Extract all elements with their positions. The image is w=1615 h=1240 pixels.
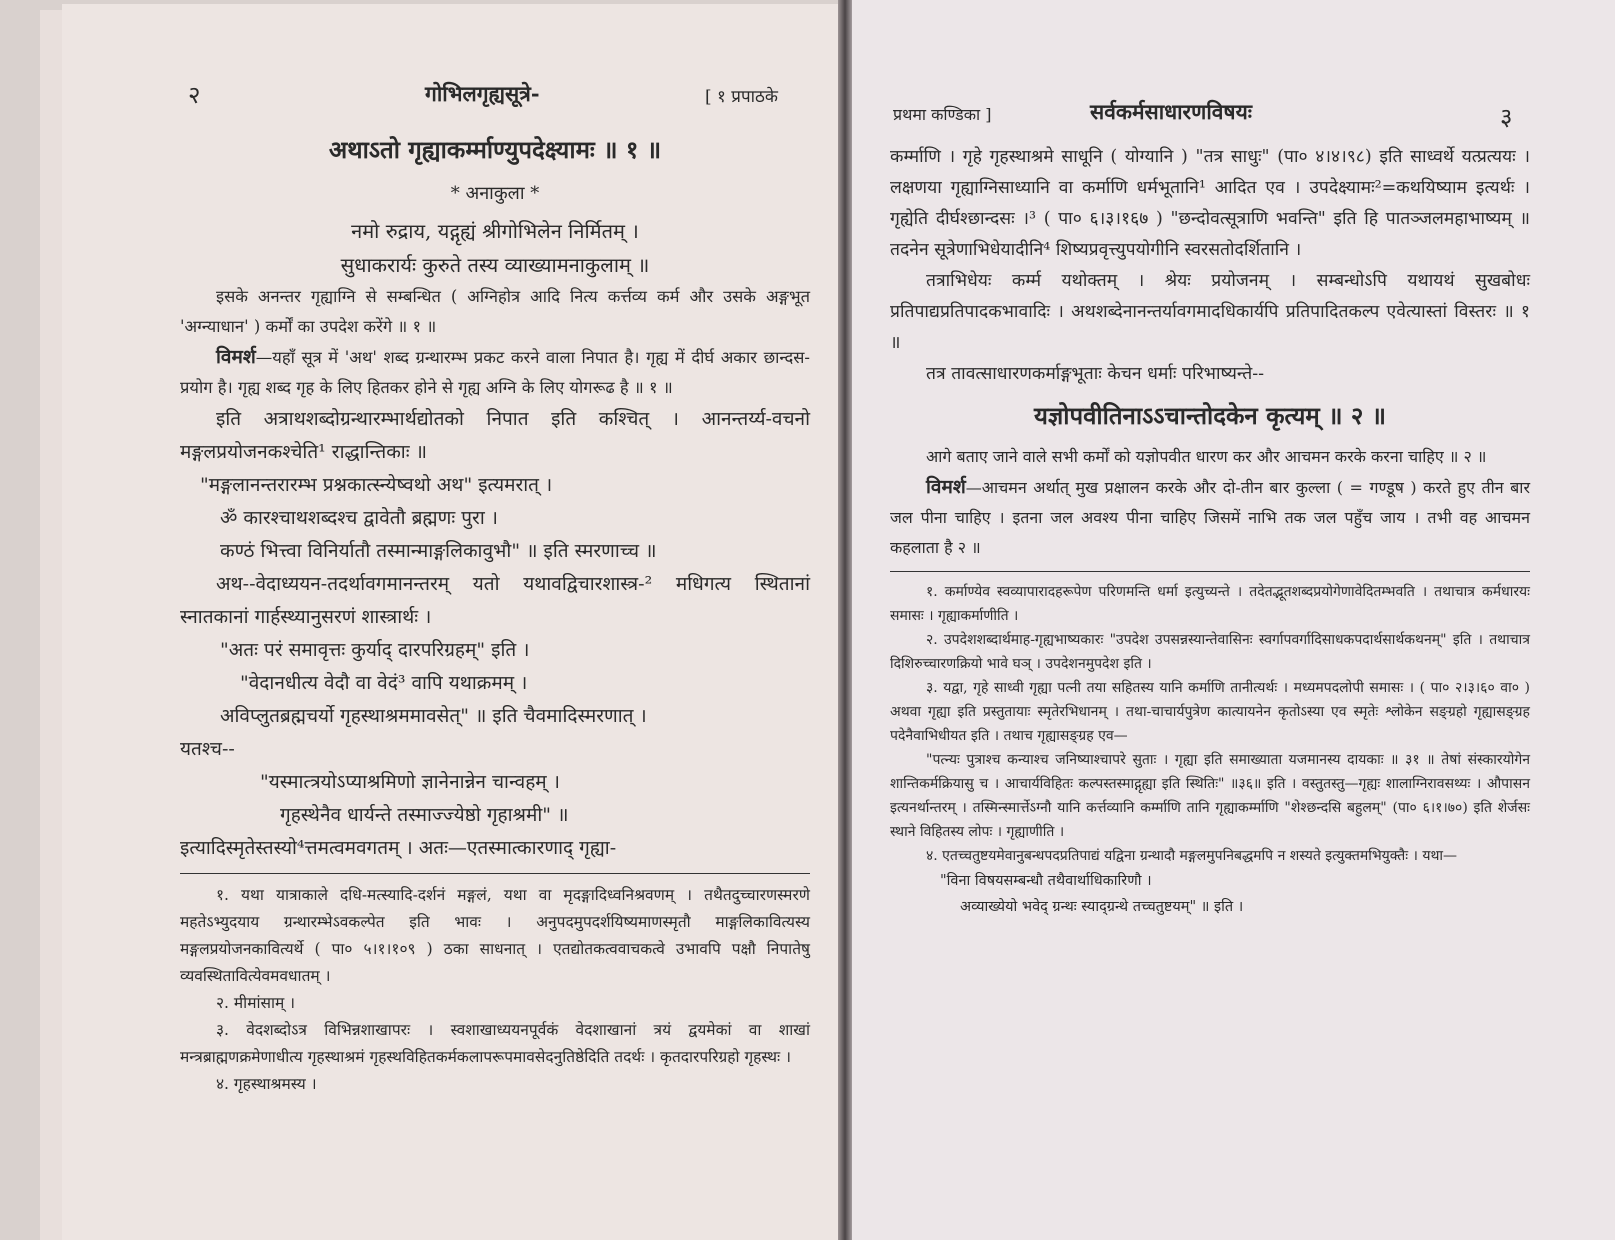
commentary-title: * अनाकुला *: [450, 183, 540, 204]
footnote: "पत्न्यः पुत्राश्च कन्याश्च जनिष्याश्चापरे सुताः । गृह्या इति समाख्याता यजमानस्य दायकाः ॥ ३१ ॥ तेषां संस्कारयोगेन शान्तिकर्मक्रियासु च । आचार्यविहितः कल्पस्तस्माद्गृह्या इति स्थितिः" ॥३६॥ इति । वस्तुतस्तु—गृह्यः शालाग्निरावसथ्यः । औपासन इत्यनर्थान्तरम् । तस्मिन्स्मार्त्तेऽग्नौ यानि कर्त्तव्यानि कर्म्माणि तानि गृह्याकर्म्माणि "शेश्छन्दसि बहुलम्" (पा० ६।१।७०) इति शेर्जसः स्थाने विहितस्य लोपः । गृह्याणीति ।: [890, 752, 1530, 840]
footnote: ४. एतच्चतुष्टयमेवानुबन्धपदप्रतिपाद्यं यद्विना ग्रन्थादौ मङ्गलमुपनिबद्धमपि न शस्यते इत्युक्तमभियुक्तैः । यथा—: [926, 848, 1458, 864]
hindi-translation: इसके अनन्तर गृह्याग्नि से सम्बन्धित ( अग्निहोत्र आदि नित्य कर्त्तव्य कर्म और उसके अङ्गभूत 'अग्न्याधान' ) कर्मों का उपदेश करेंगे ॥ १ ॥: [180, 287, 810, 336]
footnote: ३. वेदशब्दोऽत्र विभिन्नशाखापरः । स्वशाखाध्ययनपूर्वकं वेदशाखानां त्रयं द्वयमेकां वा शाखां मन्त्रब्राह्मणक्रमेणाधीत्य गृहस्थाश्रमं गृहस्थविहितकर्मकलापरूपमावसेदनुतिष्ठेदिति तदर्थः । कृतदारपरिग्रहो गृहस्थः ।: [180, 1021, 810, 1066]
hindi-translation: आगे बताए जाने वाले सभी कर्मों को यज्ञोपवीत धारण कर और आचमन करके करना चाहिए ॥ २ ॥: [926, 447, 1487, 466]
footnote: २. मीमांसाम् ।: [216, 994, 296, 1012]
quote-line: कण्ठं भित्त्वा विनिर्यातौ तस्मान्माङ्गलिकावुभौ" ॥ इति स्मरणाच्च ॥: [220, 540, 657, 562]
footnote-divider: [180, 873, 810, 874]
right-running-title: सर्वकर्मसाधारणविषयः: [1090, 99, 1252, 124]
vimarsha-label: विमर्श: [926, 476, 966, 498]
left-page-number: २: [188, 81, 201, 109]
footnote: ३. यद्वा, गृहे साध्वी गृह्या पत्नी तया सहितस्य यानि कर्माणि तानीत्यर्थः । मध्यमपदलोपी समासः । ( पा० २।३।६० वा० ) अथवा गृह्या इति प्रस्तुतायाः स्मृतेरभिधानम् । तथा-चाचार्यपुत्रेण कात्यायनेन कृतोऽस्या एव स्मृतेः श्लोकेन सङ्ग्रहो गृह्यासङ्ग्रह पदेनैवाभिधीयत इति । तथाच गृह्यासङ्ग्रह एव—: [890, 680, 1530, 744]
commentary-paragraph: इति अत्राथशब्दोग्रन्थारम्भार्थद्योतको निपात इति कश्चित् । आनन्तर्य्य-वचनो मङ्गलप्रयोजनकश्चेति¹ राद्धान्तिकाः ॥: [180, 408, 810, 463]
sutra-2: यज्ञोपवीतिनाऽऽचान्तोदकेन कृत्यम् ॥ २ ॥: [1033, 401, 1387, 430]
quote-line: "मङ्गलानन्तरारम्भ प्रश्नकात्स्न्येष्वथो अथ" इत्यमरात् ।: [200, 474, 553, 496]
yatashcha: यतश्च--: [180, 738, 235, 760]
right-page-number: ३: [1500, 103, 1513, 131]
left-body: [180, 128, 810, 1098]
left-running-title: गोभिलगृह्यसूत्रे-: [425, 81, 540, 106]
quote-line: "अतः परं समावृत्तः कुर्याद् दारपरिग्रहम्" इति ।: [220, 639, 530, 661]
quote-line: "वेदानधीत्य वेदौ वा वेदं³ वापि यथाक्रमम् ।: [240, 672, 528, 694]
footnote-divider: [890, 571, 1530, 572]
footnote: १. यथा यात्राकाले दधि-मत्स्यादि-दर्शनं मङ्गलं, यथा वा मृदङ्गादिध्वनिश्रवणम् । तथैतदुच्चारणस्मरणे महतेऽभ्युदयाय ग्रन्थारम्भेऽवकल्पेत इति भावः । अनुपदमुपदर्शयिष्यमाणस्मृतौ माङ्गलिकावित्यस्य मङ्गलप्रयोजनकावित्यर्थे ( पा० ५।१।१०९ ) ठका साधनात् । एतद्योतकत्ववाचकत्वे उभावपि पक्षौ निपातेषु व्यवस्थितावित्येवमवधातम् ।: [180, 886, 810, 985]
commentary-paragraph: तत्र तावत्साधारणकर्माङ्गभूताः केचन धर्माः परिभाष्यन्ते--: [926, 364, 1265, 384]
sutra-1: अथाऽतो गृह्याकर्म्माण्युपदेक्ष्यामः ॥ १ ॥: [328, 135, 662, 164]
footnote-verse: अव्याख्येयो भवेद् ग्रन्थः स्याद्ग्रन्थे तच्चतुष्टयम्" ॥ इति ।: [960, 899, 1244, 915]
vimarsha-label: विमर्श: [216, 346, 256, 368]
quote-line: ॐ कारश्चाथशब्दश्च द्वावेतौ ब्रह्मणः पुरा ।: [220, 507, 498, 529]
left-section-tag: [ १ प्रपाठके: [705, 87, 778, 107]
footnote: २. उपदेशशब्दार्थमाह-गृह्यभाष्यकारः "उपदेश उपसन्नस्यान्तेवासिनः स्वर्गापवर्गादिसाधकपदार्थसार्थकथनम्" इति । तथाचात्र दिशिरुच्चारणक्रियो भावे घञ् । उपदेशनमुपदेश इति ।: [890, 632, 1530, 672]
vimarsha-paragraph: [890, 472, 1530, 563]
commentary-paragraph: तत्राभिधेयः कर्म्म यथोक्तम् । श्रेयः प्रयोजनम् । सम्बन्धोऽपि यथायथं सुखबोधः प्रतिपाद्यप्रतिपादकभावादिः । अथशब्देनानन्तर्यावगमादधिकार्यपि प्रतिपादितकल्प एवेत्यास्तां विस्तरः ॥ १ ॥: [890, 271, 1530, 353]
commentary-paragraph: इत्यादिस्मृतेस्तस्यो⁴त्तमत्वमवगतम् । अतः—एतस्मात्कारणाद् गृह्या-: [180, 837, 617, 859]
book-gutter: [838, 0, 852, 1240]
vimarsha-paragraph: [180, 342, 810, 403]
footnote: १. कर्माण्येव स्वव्यापारादहरूपेण परिणमन्ति धर्मा इत्युच्यन्ते । तदेतद्भूतशब्दप्रयोगेणावेदितम्भवति । तथाचात्र कर्मधारयः समासः । गृह्याकर्माणीति ।: [890, 584, 1530, 624]
right-body: [890, 142, 1530, 920]
vimarsha-text: —यहाँ सूत्र में 'अथ' शब्द ग्रन्थारम्भ प्रकट करने वाला निपात है। गृह्य में दीर्घ अकार छान्दस-प्रयोग है। गृह्य शब्द गृह के लिए हितकर होने से गृह्य अग्नि के लिए योगरूढ है ॥ १ ॥: [180, 348, 810, 397]
quote-line: अविप्लुतब्रह्मचर्यो गृहस्थाश्रममावसेत्" ॥ इति चैवमादिस्मरणात् ।: [220, 705, 647, 727]
commentary-paragraph: कर्म्माणि । गृहे गृहस्थाश्रमे साधूनि ( योग्यानि ) "तत्र साधुः" (पा० ४।४।९८) इति साध्वर्थे यत्प्रत्ययः । लक्षणया गृह्याग्निसाध्यानि वा कर्माणि धर्मभूतानि¹ आदित एव । उपदेक्ष्यामः²=कथयिष्याम इत्यर्थः । गृह्येति दीर्घश्छान्दसः ।³ ( पा० ६।३।१६७ ) "छन्दोवत्सूत्राणि भवन्ति" इति हि पातञ्जलमहाभाष्यम् ॥ तदनेन सूत्रेणाभिधेयादीनि⁴ शिष्यप्रवृत्त्युपयोगीनि स्वरसतोदर्शितानि ।: [890, 147, 1530, 260]
vimarsha-text: —आचमन अर्थात् मुख प्रक्षालन करके और दो-तीन बार कुल्ला ( = गण्डूष ) करते हुए तीन बार जल पीना चाहिए । इतना जल अवश्य पीना चाहिए जिसमें नाभि तक जल पहुँच जाय । तभी वह आचमन कहलाता है २ ॥: [890, 478, 1530, 557]
verse-line: नमो रुद्राय, यद्गृह्यं श्रीगोभिलेन निर्मितम् ।: [351, 219, 639, 243]
quote-line: गृहस्थेनैव धार्यन्ते तस्माज्ज्येष्ठो गृहाश्रमी" ॥: [280, 804, 569, 826]
right-section-tag: प्रथमा कण्डिका ]: [893, 105, 992, 124]
verse-line: सुधाकरार्यः कुरुते तस्य व्याख्यामनाकुलाम् ॥: [340, 253, 650, 277]
footnote: ४. गृहस्थाश्रमस्य ।: [216, 1075, 317, 1093]
quote-line: "यस्मात्त्रयोऽप्याश्रमिणो ज्ञानेनान्नेन चान्वहम् ।: [260, 771, 560, 793]
commentary-paragraph: अथ--वेदाध्ययन-तदर्थावगमानन्तरम् यतो यथावद्विचारशास्त्र-² मधिगत्य स्थितानां स्नातकानां गार्हस्थ्यानुसरणं शास्त्रार्थः ।: [180, 573, 810, 628]
footnote-verse: "विना विषयसम्बन्धौ तथैवार्थाधिकारिणौ ।: [940, 873, 1152, 889]
